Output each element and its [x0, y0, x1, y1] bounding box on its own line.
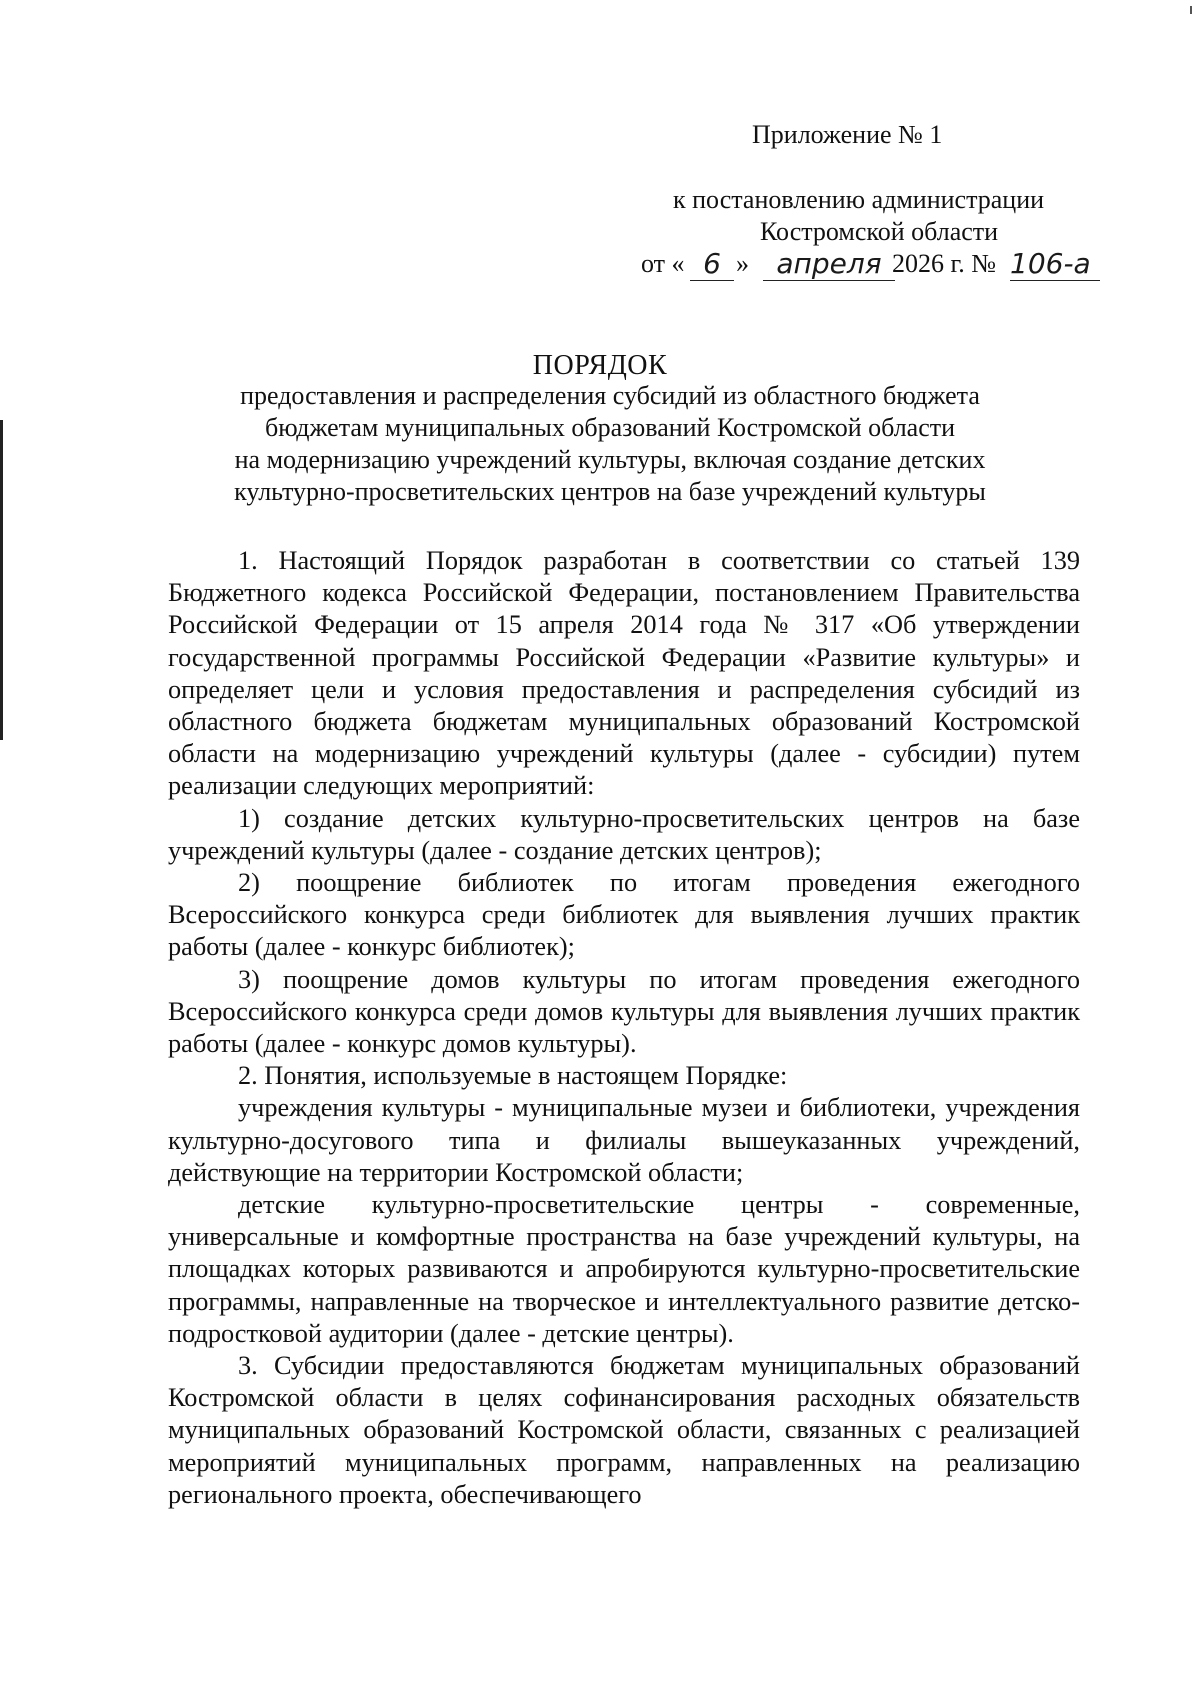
- doc-number-handwritten: 106-а: [1010, 248, 1100, 281]
- header-line-1: к постановлению администрации: [673, 185, 1045, 214]
- paragraph-2: 2. Понятия, используемые в настоящем Порядке:: [238, 1061, 788, 1091]
- paragraph-3: 3. Субсидии предоставляются бюджетам муниципальных образований Костромской области в целях софинансирования расходных обязательств муниципальных образований Костромской области, связанных с реализацией мероприятий муниципальных программ, направленных на реализацию регионального проекта, обеспечивающего: [168, 1351, 1080, 1509]
- date-day-handwritten: 6: [690, 248, 734, 281]
- scan-mark: [1190, 6, 1192, 14]
- date-line: [641, 247, 1095, 284]
- subtitle-line: культурно-просветительских центров на базе учреждений культуры: [234, 477, 986, 506]
- subtitle-line: на модернизацию учреждений культуры, включая создание детских: [234, 445, 986, 474]
- subtitle-line: предоставления и распределения субсидий из областного бюджета: [240, 381, 980, 410]
- document-subtitle: [160, 380, 1060, 508]
- appendix-label: Приложение № 1: [752, 120, 943, 149]
- approval-header: [641, 184, 1095, 284]
- paragraph-1-item-1: 1) создание детских культурно-просветительских центров на базе учреждений культуры (далее - создание детских центров);: [168, 803, 1080, 865]
- document-title: ПОРЯДОК: [532, 350, 668, 381]
- document-body: [168, 545, 1080, 1511]
- date-prefix: от «: [641, 249, 685, 278]
- date-month-handwritten: апреля: [763, 248, 895, 281]
- scan-edge-line: [0, 420, 3, 740]
- subtitle-line: бюджетам муниципальных образований Костромской области: [264, 413, 956, 442]
- paragraph-2-definition-2: детские культурно-просветительские центры - современные, универсальные и комфортные пространства на базе учреждений культуры, на площадках которых развиваются и апробируются культурно-просветительские программы, направленные на творческое и интеллектуального развитие детско-подростковой аудитории (далее - детские центры).: [168, 1190, 1080, 1348]
- paragraph-2-definition-1: учреждения культуры - муниципальные музеи и библиотеки, учреждения культурно-досугового типа и филиалы вышеуказанных учреждений, действующие на территории Костромской области;: [168, 1093, 1080, 1187]
- paragraph-1: 1. Настоящий Порядок разработан в соответствии со статьей 139 Бюджетного кодекса Российской Федерации, постановлением Правительства Российской Федерации от 15 апреля 2014 года № 317 «Об утверждении государственной программы Российской Федерации «Развитие культуры» и определяет цели и условия предоставления и распределения субсидий из областного бюджета бюджетам муниципальных образований Костромской области на модернизацию учреждений культуры (далее - субсидии) путем реализации следующих мероприятий:: [168, 546, 1080, 801]
- paragraph-1-item-2: 2) поощрение библиотек по итогам проведения ежегодного Всероссийского конкурса среди библиотек для выявления лучших практик работы (далее - конкурс библиотек);: [168, 868, 1080, 962]
- date-mid: »: [736, 249, 749, 278]
- header-line-2: Костромской области: [760, 217, 999, 246]
- date-year: 2026 г. №: [892, 249, 997, 278]
- paragraph-1-item-3: 3) поощрение домов культуры по итогам проведения ежегодного Всероссийского конкурса среди домов культуры для выявления лучших практик работы (далее - конкурс домов культуры).: [168, 964, 1080, 1059]
